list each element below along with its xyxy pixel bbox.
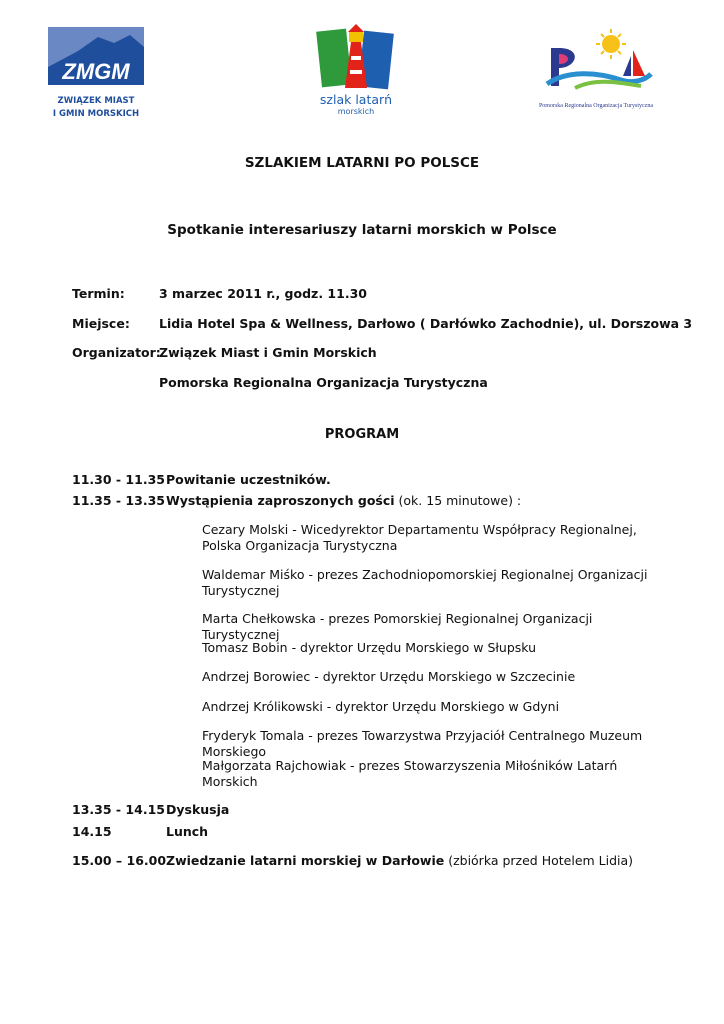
speaker-item: Marta Chełkowska - prezes Pomorskiej Regionalnej Organizacji Turystycznej: [202, 611, 593, 642]
speaker-item: Waldemar Miśko - prezes Zachodniopomorskiej Regionalnej Organizacji Turystycznej: [202, 567, 648, 598]
szlak-line1: szlak latarń: [319, 92, 393, 107]
prot-caption: Pomorska Regionalna Organizacja Turystyczna: [538, 103, 654, 109]
szlak-latarn-logo: [315, 20, 397, 120]
page-title: SZLAKIEM LATARNI PO POLSCE: [244, 155, 480, 171]
termin-label: Termin:: [72, 286, 125, 301]
sun-boat-icon: [537, 28, 655, 96]
schedule-time-3: 13.35 - 14.15: [72, 802, 165, 817]
termin-value: 3 marzec 2011 r., godz. 11.30: [159, 286, 367, 301]
zmgm-line1: ZWIĄZEK MIAST: [57, 96, 135, 106]
organizator-value-1: Związek Miast i Gmin Morskich: [159, 345, 377, 360]
schedule-time-2: 11.35 - 13.35: [72, 493, 165, 508]
schedule-title-4: Lunch: [166, 824, 209, 839]
schedule-note-5: (zbiórka przed Hotelem Lidia): [444, 853, 634, 868]
schedule-entry-5: [166, 853, 633, 868]
organizator-value-2: Pomorska Regionalna Organizacja Turystyczna: [159, 375, 488, 390]
miejsce-value: Lidia Hotel Spa & Wellness, Darłowo ( Darłówko Zachodnie), ul. Dorszowa 3: [159, 316, 693, 331]
speaker-item: Tomasz Bobin - dyrektor Urzędu Morskiego w Słupsku: [202, 640, 537, 655]
schedule-title-3: Dyskusja: [166, 802, 230, 817]
schedule-time-4: 14.15: [72, 824, 112, 839]
speaker-item: Małgorzata Rajchowiak - prezes Stowarzyszenia Miłośników Latarń Morskich: [202, 758, 618, 789]
miejsce-label: Miejsce:: [72, 316, 130, 331]
schedule-title-2: Wystąpienia zaproszonych gości: [166, 493, 395, 508]
zmgm-emblem: [48, 27, 144, 85]
speaker-item: Fryderyk Tomala - prezes Towarzystwa Przyjaciół Centralnego Muzeum Morskiego: [202, 728, 643, 759]
lighthouse-icon: [315, 20, 397, 90]
zmgm-brand: ZMGM: [62, 59, 130, 84]
schedule-time-5: 15.00 – 16.00: [72, 853, 167, 868]
zmgm-logo: [48, 27, 144, 121]
prot-logo: [537, 28, 655, 116]
schedule-time-1: 11.30 - 11.35: [72, 472, 165, 487]
speaker-item: Cezary Molski - Wicedyrektor Departamentu Współpracy Regionalnej, Polska Organizacja Turystyczna: [202, 522, 637, 553]
schedule-title-5: Zwiedzanie latarni morskiej w Darłowie: [166, 853, 445, 868]
zmgm-line2: I GMIN MORSKICH: [52, 109, 140, 119]
page-subtitle: Spotkanie interesariuszy latarni morskich w Polsce: [167, 222, 557, 238]
szlak-line2: morskich: [337, 107, 375, 116]
program-heading: PROGRAM: [324, 427, 400, 442]
schedule-title-1: Powitanie uczestników.: [166, 472, 331, 487]
schedule-entry-2: [166, 493, 521, 508]
schedule-note-2: (ok. 15 minutowe) :: [394, 493, 522, 508]
organizator-label: Organizator:: [72, 345, 161, 360]
speaker-item: Andrzej Królikowski - dyrektor Urzędu Morskiego w Gdyni: [202, 699, 560, 714]
speaker-item: Andrzej Borowiec - dyrektor Urzędu Morskiego w Szczecinie: [202, 669, 576, 684]
